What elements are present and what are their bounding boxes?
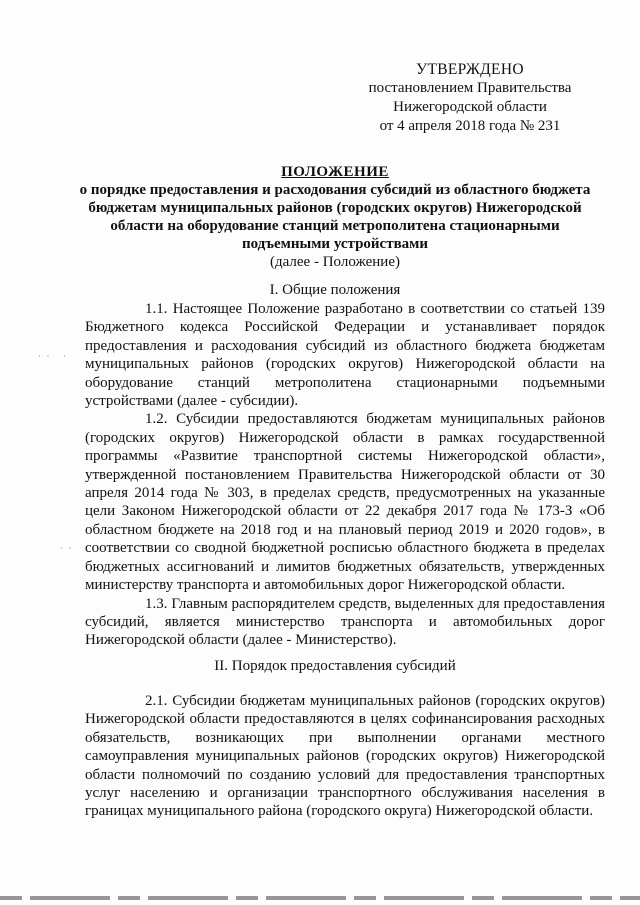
paragraph-number: 1.2. xyxy=(145,411,168,428)
title-main: ПОЛОЖЕНИЕ xyxy=(281,164,389,180)
paragraph-text: Настоящее Положение разработано в соответствии со статьей 139 Бюджетного кодекса Российской Федерации и устанавливает порядок предоставления и расходования субсидий из областного бюджета бюджетам муниципальных районов (городских округов) Нижегородской области на оборудование станций метрополитена стационарными подъемными устройствами (далее - субсидии). xyxy=(85,301,606,410)
section-heading: I. Общие положения xyxy=(269,282,401,298)
approval-line: от 4 апреля 2018 года № 231 xyxy=(379,118,561,134)
paragraph xyxy=(85,410,605,594)
approval-stamp xyxy=(350,60,590,136)
paragraph xyxy=(85,595,605,650)
section-heading: II. Порядок предоставления субсидий xyxy=(214,658,456,674)
scan-artifact: · · · xyxy=(38,352,68,361)
paragraph-text: Субсидии бюджетам муниципальных районов (городских округов) Нижегородской области предоставляются в целях софинансирования расходных обязательств, возникающих при выполнении органами местного самоуправления муниципальных районов (городских округов) Нижегородской области полномочий по созданию условий для предоставления транспортных услуг населению и организации транспортного обслуживания населения в границах муниципального района (городского округа) Нижегородской области. xyxy=(85,693,605,820)
section-1-body xyxy=(85,300,605,650)
document-title xyxy=(70,163,600,271)
paragraph-text: Главным распорядителем средств, выделенных для предоставления субсидий, является министерство транспорта и автомобильных дорог Нижегородской области (далее - Министерство). xyxy=(85,595,606,649)
paragraph-text: Субсидии предоставляются бюджетам муниципальных районов (городских округов) Нижегородской области в рамках государственной программы «Развитие транспортной системы Нижегородской области», утвержденной постановлением Правительства Нижегородской области от 30 апреля 2014 года № 303, в пределах средств, предусмотренных на указанные цели Законом Нижегородской области от 22 декабря 2017 года № 173-З «Об областном бюджете на 2018 год и на плановый период 2019 и 2020 годов», в соответствии со сводной бюджетной росписью областного бюджета в пределах бюджетных ассигнований и лимитов бюджетных обязательств, утвержденных министерству транспорта и автомобильных дорог Нижегородской области. xyxy=(85,411,605,594)
paragraph xyxy=(85,300,605,410)
title-subtitle: о порядке предоставления и расходования субсидий из областного бюджета бюджетам муниципальных районов (городских округов) Нижегородской области на оборудование станций метрополитена стационарными подъемными устройствами xyxy=(79,182,591,252)
section-2-body xyxy=(85,692,605,821)
title-note: (далее - Положение) xyxy=(270,254,400,270)
scan-artifact: · · xyxy=(60,544,74,553)
paragraph-number: 1.3. xyxy=(145,595,168,612)
paragraph-number: 2.1. xyxy=(145,693,168,709)
approval-line: постановлением Правительства xyxy=(368,80,572,96)
scan-edge-artifact xyxy=(0,896,640,900)
approval-heading: УТВЕРЖДЕНО xyxy=(416,61,524,78)
paragraph-number: 1.1. xyxy=(145,301,168,317)
paragraph xyxy=(85,692,605,821)
approval-line: Нижегородской области xyxy=(393,99,547,115)
